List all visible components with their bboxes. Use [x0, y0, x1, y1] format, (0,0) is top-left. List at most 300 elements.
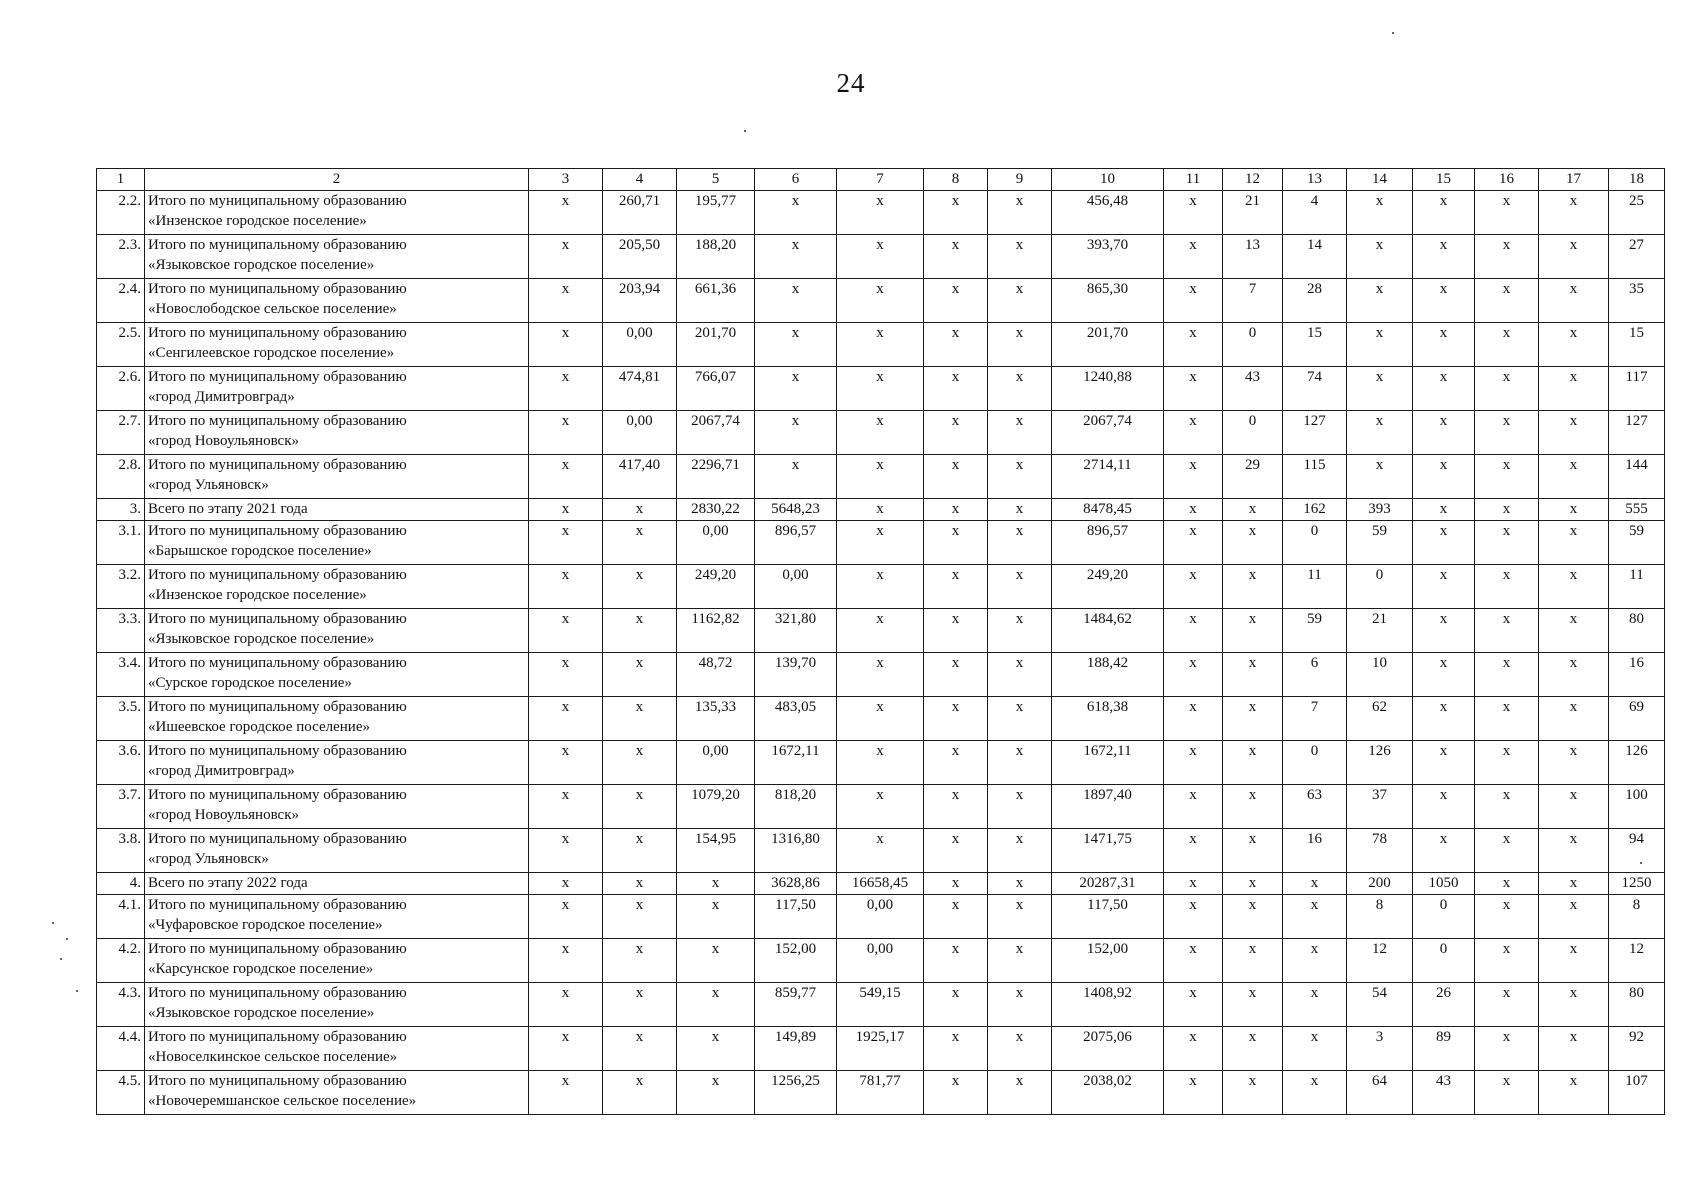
- table-cell: x: [1223, 895, 1283, 939]
- table-cell: x: [1223, 873, 1283, 895]
- table-cell: x: [1283, 939, 1347, 983]
- row-name-line: «Инзенское городское поселение»: [148, 213, 367, 229]
- table-cell: 201,70: [1052, 323, 1164, 367]
- table-cell: x: [837, 609, 924, 653]
- column-header: 13: [1283, 169, 1347, 191]
- scan-speck: [66, 938, 68, 940]
- table-cell: 896,57: [1052, 521, 1164, 565]
- table-cell: 11: [1609, 565, 1665, 609]
- table-cell: 27: [1609, 235, 1665, 279]
- table-cell: x: [1164, 411, 1223, 455]
- table-cell: 12: [1347, 939, 1413, 983]
- table-cell: x: [603, 1071, 677, 1115]
- row-name-line: «Барышское городское поселение»: [148, 543, 372, 559]
- table-cell: x: [1223, 521, 1283, 565]
- table-cell: x: [1164, 323, 1223, 367]
- table-cell: 4: [1283, 191, 1347, 235]
- table-cell: 2067,74: [677, 411, 755, 455]
- row-name-line: Итого по муниципальному образованию: [148, 941, 407, 957]
- table-cell: 20287,31: [1052, 873, 1164, 895]
- table-cell: x: [529, 279, 603, 323]
- table-cell: x: [1347, 323, 1413, 367]
- table-cell: x: [837, 565, 924, 609]
- table-cell: x: [924, 939, 988, 983]
- table-cell: 14: [1283, 235, 1347, 279]
- row-name-line: «Новослободское сельское поселение»: [148, 301, 397, 317]
- data-table: [96, 168, 1665, 1115]
- table-cell: x: [1539, 323, 1609, 367]
- table-cell: x: [1164, 785, 1223, 829]
- table-cell: x: [529, 521, 603, 565]
- table-cell: x: [924, 411, 988, 455]
- table-row: [97, 521, 1665, 565]
- table-cell: x: [1413, 521, 1475, 565]
- table-cell: x: [988, 829, 1052, 873]
- table-cell: x: [1347, 367, 1413, 411]
- table-cell: x: [603, 1027, 677, 1071]
- table-cell: 78: [1347, 829, 1413, 873]
- table-cell: x: [755, 323, 837, 367]
- row-number: 3.2.: [97, 565, 145, 609]
- table-cell: 195,77: [677, 191, 755, 235]
- table-cell: x: [837, 455, 924, 499]
- row-number: 3.6.: [97, 741, 145, 785]
- table-cell: x: [1413, 499, 1475, 521]
- column-header: 12: [1223, 169, 1283, 191]
- table-cell: 152,00: [1052, 939, 1164, 983]
- table-cell: 1162,82: [677, 609, 755, 653]
- row-name: [145, 653, 529, 697]
- row-name: [145, 609, 529, 653]
- table-cell: x: [1475, 983, 1539, 1027]
- table-cell: x: [988, 873, 1052, 895]
- table-cell: 59: [1609, 521, 1665, 565]
- row-name-line: Итого по муниципальному образованию: [148, 457, 407, 473]
- table-cell: x: [924, 235, 988, 279]
- table-cell: x: [529, 323, 603, 367]
- row-name-line: Итого по муниципальному образованию: [148, 281, 407, 297]
- column-header: 10: [1052, 169, 1164, 191]
- table-cell: x: [988, 367, 1052, 411]
- table-cell: 7: [1223, 279, 1283, 323]
- table-cell: 26: [1413, 983, 1475, 1027]
- table-cell: x: [1413, 191, 1475, 235]
- row-name-line: Итого по муниципальному образованию: [148, 743, 407, 759]
- table-cell: x: [924, 873, 988, 895]
- table-cell: x: [755, 455, 837, 499]
- table-cell: x: [1223, 829, 1283, 873]
- table-cell: 5648,23: [755, 499, 837, 521]
- table-cell: 126: [1347, 741, 1413, 785]
- table-cell: x: [755, 191, 837, 235]
- table-cell: x: [988, 565, 1052, 609]
- table-cell: x: [1413, 455, 1475, 499]
- table-cell: 249,20: [677, 565, 755, 609]
- row-name-line: «Сурское городское поселение»: [148, 675, 352, 691]
- table-row: [97, 697, 1665, 741]
- column-header: 6: [755, 169, 837, 191]
- row-name-line: «Сенгилеевское городское поселение»: [148, 345, 395, 361]
- table-cell: x: [988, 279, 1052, 323]
- table-cell: 896,57: [755, 521, 837, 565]
- table-cell: x: [1283, 1071, 1347, 1115]
- table-cell: 393: [1347, 499, 1413, 521]
- table-cell: x: [1413, 235, 1475, 279]
- row-name-line: «Языковское городское поселение»: [148, 1005, 375, 1021]
- table-cell: x: [677, 983, 755, 1027]
- table-cell: 37: [1347, 785, 1413, 829]
- table-cell: 1925,17: [837, 1027, 924, 1071]
- row-name: [145, 1071, 529, 1115]
- column-header: 18: [1609, 169, 1665, 191]
- table-cell: 188,20: [677, 235, 755, 279]
- table-cell: 249,20: [1052, 565, 1164, 609]
- table-cell: 1316,80: [755, 829, 837, 873]
- table-cell: 618,38: [1052, 697, 1164, 741]
- table-cell: x: [924, 499, 988, 521]
- table-cell: x: [1475, 455, 1539, 499]
- table-cell: x: [1539, 873, 1609, 895]
- column-header: 15: [1413, 169, 1475, 191]
- table-cell: x: [1539, 279, 1609, 323]
- table-cell: 859,77: [755, 983, 837, 1027]
- row-number: 2.2.: [97, 191, 145, 235]
- row-name: [145, 1027, 529, 1071]
- table-row: [97, 1071, 1665, 1115]
- table-cell: 89: [1413, 1027, 1475, 1071]
- row-number: 3.: [97, 499, 145, 521]
- table-cell: 0: [1223, 323, 1283, 367]
- table-cell: x: [1347, 455, 1413, 499]
- table-cell: 12: [1609, 939, 1665, 983]
- table-cell: x: [924, 279, 988, 323]
- table-cell: 417,40: [603, 455, 677, 499]
- table-cell: 483,05: [755, 697, 837, 741]
- table-cell: x: [529, 411, 603, 455]
- table-cell: x: [1347, 279, 1413, 323]
- row-number: 2.5.: [97, 323, 145, 367]
- table-cell: 8478,45: [1052, 499, 1164, 521]
- table-cell: x: [1413, 565, 1475, 609]
- row-name-line: «город Ульяновск»: [148, 851, 269, 867]
- row-name-line: Итого по муниципальному образованию: [148, 523, 407, 539]
- column-header: 8: [924, 169, 988, 191]
- row-name-line: «город Димитровград»: [148, 389, 295, 405]
- column-header: 5: [677, 169, 755, 191]
- table-cell: 117,50: [755, 895, 837, 939]
- table-cell: 100: [1609, 785, 1665, 829]
- table-cell: 43: [1413, 1071, 1475, 1115]
- row-name: [145, 367, 529, 411]
- row-number: 2.7.: [97, 411, 145, 455]
- table-cell: 15: [1609, 323, 1665, 367]
- table-cell: x: [924, 609, 988, 653]
- table-cell: x: [924, 565, 988, 609]
- table-cell: x: [529, 829, 603, 873]
- table-cell: 0,00: [677, 521, 755, 565]
- row-name-line: Итого по муниципальному образованию: [148, 655, 407, 671]
- row-name: [145, 279, 529, 323]
- table-cell: 1256,25: [755, 1071, 837, 1115]
- table-cell: x: [1475, 785, 1539, 829]
- table-cell: x: [1164, 873, 1223, 895]
- table-cell: x: [677, 939, 755, 983]
- table-cell: 456,48: [1052, 191, 1164, 235]
- table-cell: x: [1539, 1027, 1609, 1071]
- table-cell: x: [529, 697, 603, 741]
- table-cell: x: [1539, 741, 1609, 785]
- row-name-line: Итого по муниципальному образованию: [148, 985, 407, 1001]
- table-cell: x: [1539, 697, 1609, 741]
- table-cell: x: [1223, 741, 1283, 785]
- table-cell: x: [988, 653, 1052, 697]
- table-cell: x: [1164, 939, 1223, 983]
- table-cell: 2038,02: [1052, 1071, 1164, 1115]
- row-name: [145, 235, 529, 279]
- row-name-line: «Новоселкинское сельское поселение»: [148, 1049, 398, 1065]
- table-cell: x: [837, 279, 924, 323]
- row-name: [145, 565, 529, 609]
- table-cell: x: [603, 983, 677, 1027]
- table-cell: x: [529, 499, 603, 521]
- table-cell: 0,00: [837, 939, 924, 983]
- table-cell: 0,00: [603, 323, 677, 367]
- table-cell: x: [1223, 565, 1283, 609]
- table-cell: 1240,88: [1052, 367, 1164, 411]
- table-cell: 16: [1283, 829, 1347, 873]
- table-cell: x: [1475, 191, 1539, 235]
- row-name-line: Итого по муниципальному образованию: [148, 1029, 407, 1045]
- table-cell: x: [924, 653, 988, 697]
- table-cell: 62: [1347, 697, 1413, 741]
- row-name-line: «город Димитровград»: [148, 763, 295, 779]
- table-cell: 80: [1609, 609, 1665, 653]
- table-cell: 80: [1609, 983, 1665, 1027]
- row-name: [145, 873, 529, 895]
- table-row: [97, 323, 1665, 367]
- table-cell: x: [1164, 653, 1223, 697]
- table-cell: x: [1164, 1071, 1223, 1115]
- row-name-line: «город Новоульяновск»: [148, 433, 300, 449]
- row-number: 4.1.: [97, 895, 145, 939]
- row-name-line: Итого по муниципальному образованию: [148, 787, 407, 803]
- scan-speck: [52, 922, 54, 924]
- table-row: [97, 609, 1665, 653]
- table-cell: x: [988, 697, 1052, 741]
- table-row: [97, 455, 1665, 499]
- scan-speck: [76, 990, 78, 992]
- table-cell: 0,00: [603, 411, 677, 455]
- table-cell: 766,07: [677, 367, 755, 411]
- table-cell: x: [677, 895, 755, 939]
- table-cell: x: [1164, 565, 1223, 609]
- table-cell: x: [603, 697, 677, 741]
- table-cell: 1079,20: [677, 785, 755, 829]
- row-number: 3.7.: [97, 785, 145, 829]
- row-name: [145, 741, 529, 785]
- table-body: [97, 191, 1665, 1115]
- row-number: 4.4.: [97, 1027, 145, 1071]
- table-cell: x: [677, 1071, 755, 1115]
- table-cell: x: [837, 411, 924, 455]
- row-name: [145, 455, 529, 499]
- table-cell: x: [1413, 609, 1475, 653]
- table-cell: x: [837, 323, 924, 367]
- table-cell: x: [924, 367, 988, 411]
- table-cell: 144: [1609, 455, 1665, 499]
- row-name-line: Итого по муниципальному образованию: [148, 831, 407, 847]
- table-cell: x: [1475, 741, 1539, 785]
- table-cell: 0: [1413, 939, 1475, 983]
- table-row: [97, 235, 1665, 279]
- row-number: 4.2.: [97, 939, 145, 983]
- table-cell: x: [603, 873, 677, 895]
- table-cell: x: [1164, 609, 1223, 653]
- table-cell: x: [1223, 939, 1283, 983]
- table-cell: x: [837, 741, 924, 785]
- table-cell: 35: [1609, 279, 1665, 323]
- table-cell: x: [1164, 741, 1223, 785]
- scan-speck: [744, 130, 746, 132]
- table-cell: x: [1475, 521, 1539, 565]
- table-cell: x: [1539, 499, 1609, 521]
- column-header: 3: [529, 169, 603, 191]
- scan-speck: [60, 958, 62, 960]
- table-cell: x: [529, 653, 603, 697]
- table-cell: 3628,86: [755, 873, 837, 895]
- table-cell: x: [1475, 1071, 1539, 1115]
- table-cell: 0: [1413, 895, 1475, 939]
- row-name: [145, 895, 529, 939]
- table-row: [97, 367, 1665, 411]
- table-cell: 54: [1347, 983, 1413, 1027]
- table-cell: x: [1223, 1071, 1283, 1115]
- table-cell: x: [988, 1071, 1052, 1115]
- table-cell: x: [1475, 235, 1539, 279]
- table-cell: 127: [1609, 411, 1665, 455]
- table-cell: x: [924, 1027, 988, 1071]
- table-cell: x: [1164, 829, 1223, 873]
- row-name-line: Итого по муниципальному образованию: [148, 369, 407, 385]
- table-cell: 393,70: [1052, 235, 1164, 279]
- table-cell: x: [529, 455, 603, 499]
- table-cell: x: [1475, 279, 1539, 323]
- table-cell: x: [1223, 1027, 1283, 1071]
- table-cell: x: [1164, 521, 1223, 565]
- table-cell: x: [1164, 279, 1223, 323]
- table-cell: x: [837, 653, 924, 697]
- table-cell: 1672,11: [755, 741, 837, 785]
- table-cell: x: [1539, 455, 1609, 499]
- table-cell: x: [1164, 499, 1223, 521]
- table-cell: 117,50: [1052, 895, 1164, 939]
- table-row: [97, 1027, 1665, 1071]
- table-cell: x: [1164, 697, 1223, 741]
- table-cell: 1408,92: [1052, 983, 1164, 1027]
- table-cell: x: [924, 455, 988, 499]
- table-cell: 555: [1609, 499, 1665, 521]
- table-cell: x: [1539, 235, 1609, 279]
- table-cell: 13: [1223, 235, 1283, 279]
- row-name: [145, 939, 529, 983]
- table-cell: x: [1475, 499, 1539, 521]
- row-number: 3.8.: [97, 829, 145, 873]
- table-cell: x: [1539, 653, 1609, 697]
- table-cell: x: [529, 895, 603, 939]
- table-cell: x: [988, 939, 1052, 983]
- table-cell: 205,50: [603, 235, 677, 279]
- table-cell: 201,70: [677, 323, 755, 367]
- table-row: [97, 191, 1665, 235]
- table-cell: x: [1475, 873, 1539, 895]
- table-cell: x: [1347, 191, 1413, 235]
- table-cell: 48,72: [677, 653, 755, 697]
- row-number: 2.3.: [97, 235, 145, 279]
- table-cell: 2075,06: [1052, 1027, 1164, 1071]
- row-name-line: Всего по этапу 2022 года: [148, 875, 308, 891]
- table-cell: 1471,75: [1052, 829, 1164, 873]
- row-name-line: Итого по муниципальному образованию: [148, 237, 407, 253]
- table-cell: x: [1475, 323, 1539, 367]
- table-cell: x: [1413, 411, 1475, 455]
- table-cell: x: [1539, 609, 1609, 653]
- table-cell: x: [1475, 609, 1539, 653]
- table-cell: x: [988, 235, 1052, 279]
- table-cell: x: [529, 1027, 603, 1071]
- table-cell: x: [924, 983, 988, 1027]
- table-cell: 139,70: [755, 653, 837, 697]
- row-number: 3.1.: [97, 521, 145, 565]
- table-cell: 152,00: [755, 939, 837, 983]
- row-name: [145, 499, 529, 521]
- table-cell: 1250: [1609, 873, 1665, 895]
- table-cell: 0: [1347, 565, 1413, 609]
- row-name-line: «Карсунское городское поселение»: [148, 961, 374, 977]
- table-cell: x: [1539, 411, 1609, 455]
- table-cell: 21: [1347, 609, 1413, 653]
- table-row: [97, 873, 1665, 895]
- table-cell: x: [1539, 895, 1609, 939]
- row-name: [145, 785, 529, 829]
- table-cell: 188,42: [1052, 653, 1164, 697]
- table-cell: x: [603, 609, 677, 653]
- table-cell: x: [755, 411, 837, 455]
- table-cell: x: [988, 499, 1052, 521]
- table-cell: x: [603, 565, 677, 609]
- table-cell: x: [1223, 609, 1283, 653]
- row-name-line: Итого по муниципальному образованию: [148, 567, 407, 583]
- table-cell: x: [1539, 983, 1609, 1027]
- row-name-line: Итого по муниципальному образованию: [148, 897, 407, 913]
- table-cell: 0,00: [755, 565, 837, 609]
- row-name-line: Итого по муниципальному образованию: [148, 325, 407, 341]
- table-cell: x: [1413, 653, 1475, 697]
- row-number: 3.5.: [97, 697, 145, 741]
- table-cell: x: [988, 895, 1052, 939]
- column-header: 14: [1347, 169, 1413, 191]
- table-cell: x: [1413, 741, 1475, 785]
- table-cell: 8: [1347, 895, 1413, 939]
- table-cell: 154,95: [677, 829, 755, 873]
- table-cell: x: [529, 235, 603, 279]
- row-number: 3.3.: [97, 609, 145, 653]
- table-cell: 7: [1283, 697, 1347, 741]
- table-cell: 549,15: [837, 983, 924, 1027]
- table-cell: 2067,74: [1052, 411, 1164, 455]
- table-cell: 135,33: [677, 697, 755, 741]
- table-cell: x: [1164, 1027, 1223, 1071]
- table-cell: x: [603, 653, 677, 697]
